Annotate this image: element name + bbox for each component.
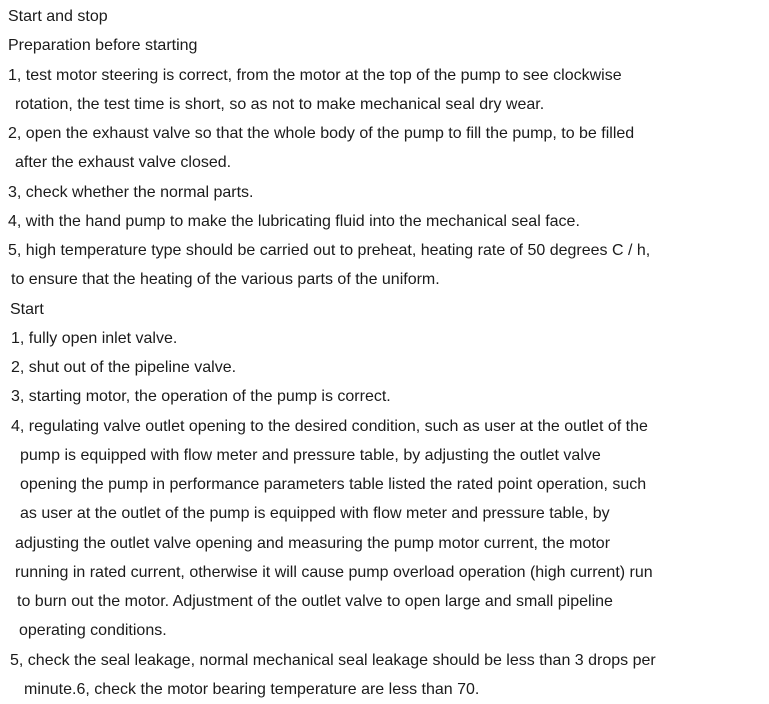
text-line: 1, test motor steering is correct, from the motor at the top of the pump to see clockwise bbox=[8, 66, 622, 84]
text-line: minute.6, check the motor bearing temperature are less than 70. bbox=[24, 680, 480, 698]
text-line: rotation, the test time is short, so as not to make mechanical seal dry wear. bbox=[15, 95, 545, 113]
text-line: 5, check the seal leakage, normal mechanical seal leakage should be less than 3 drops per bbox=[10, 651, 656, 669]
text-line: 2, open the exhaust valve so that the whole body of the pump to fill the pump, to be filled bbox=[8, 125, 635, 142]
text-line: pump is equipped with flow meter and pressure table, by adjusting the outlet valve bbox=[20, 446, 601, 464]
text-line: 1, fully open inlet valve. bbox=[11, 329, 178, 347]
text-line: running in rated current, otherwise it will cause pump overload operation (high current) run bbox=[15, 563, 653, 581]
text-line: to ensure that the heating of the various parts of the uniform. bbox=[11, 271, 440, 289]
text-line: adjusting the outlet valve opening and measuring the pump motor current, the motor bbox=[15, 534, 611, 552]
text-line: 3, check whether the normal parts. bbox=[8, 183, 254, 201]
text-line: opening the pump in performance parameters table listed the rated point operation, such bbox=[20, 476, 647, 493]
text-line: operating conditions. bbox=[19, 622, 167, 640]
text-line: Preparation before starting bbox=[8, 37, 198, 55]
text-block bbox=[8, 2, 769, 704]
text-line: Start and stop bbox=[8, 8, 108, 25]
text-line: as user at the outlet of the pump is equipped with flow meter and pressure table, by bbox=[20, 505, 610, 523]
text-line: after the exhaust valve closed. bbox=[15, 154, 232, 172]
text-line: 3, starting motor, the operation of the pump is correct. bbox=[11, 388, 391, 406]
text-line: Start bbox=[10, 300, 44, 318]
text-line: to burn out the motor. Adjustment of the outlet valve to open large and small pipeline bbox=[17, 593, 613, 610]
text-line: 4, regulating valve outlet opening to the desired condition, such as user at the outlet of the bbox=[11, 417, 648, 435]
text-line: 4, with the hand pump to make the lubricating fluid into the mechanical seal face. bbox=[8, 212, 580, 230]
text-line: 5, high temperature type should be carried out to preheat, heating rate of 50 degrees C / h, bbox=[8, 242, 651, 259]
text-line: 2, shut out of the pipeline valve. bbox=[11, 359, 237, 376]
